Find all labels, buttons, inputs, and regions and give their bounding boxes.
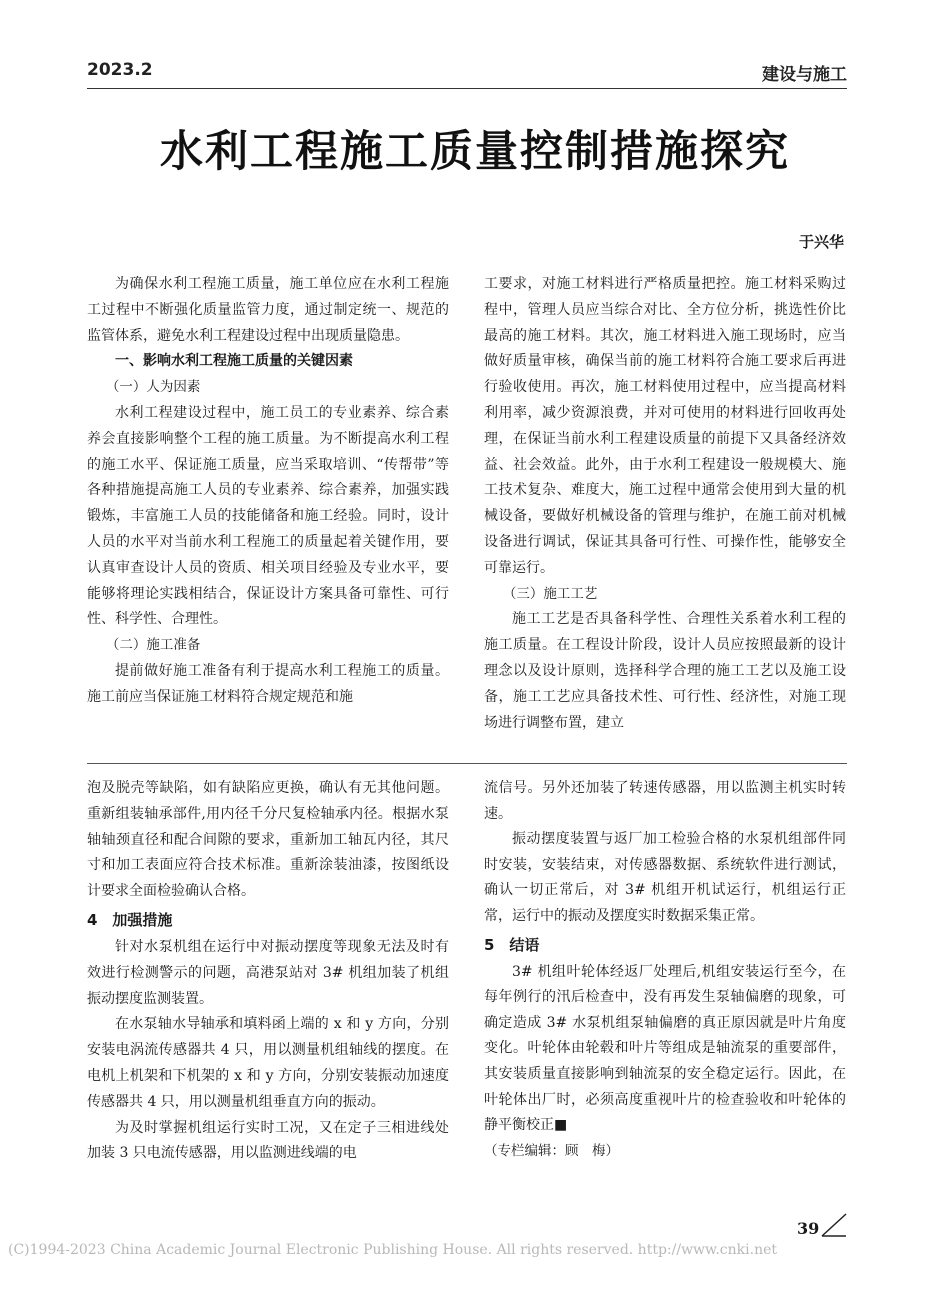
paragraph-sensors: 在水泵轴水导轴承和填料函上端的 x 和 y 方向，分别安装电涡流传感器共 4 只，用以测量机组轴线的摆度。在电机上机架和下机架的 x 和 y 方向，分别安装振动加速度传感器共 4 只，用以测量机组垂直方向的振动。: [87, 1016, 449, 1110]
paragraph-repair: 泡及脱壳等缺陷，如有缺陷应更换，确认有无其他问题。重新组装轴承部件,用内径千分尺复检轴承内径。根据水泵轴轴颈直径和配合间隙的要求，重新加工轴瓦内径，其尺寸和加工表面应符合技术标准。重新涂装油漆，按图纸设计要求全面检验确认合格。: [87, 780, 449, 900]
lower-right-column: [484, 776, 846, 1164]
section-divider: [87, 763, 847, 764]
copyright-footer: (C)1994-2023 China Academic Journal Electronic Publishing House. All rights reserved. http://www.cnki.net: [8, 1242, 778, 1258]
paragraph-monitoring: 针对水泵机组在运行中对振动摆度等现象无法及时有效进行检测警示的问题，高港泵站对 3# 机组加装了机组振动摆度监测装置。: [87, 938, 449, 1007]
heading-key-factors: 一、影响水利工程施工质量的关键因素: [115, 353, 353, 370]
upper-right-column: [484, 272, 846, 736]
heading-conclusion: 5 结语: [484, 935, 540, 954]
subheading-process: （三）施工工艺: [502, 585, 598, 602]
paragraph-materials: 工要求，对施工材料进行严格质量把控。施工材料采购过程中，管理人员应当综合对比、全方位分析，挑选性价比最高的施工材料。其次，施工材料进入施工现场时，应当做好质量审核，确保当前的施工材料符合施工要求后再进行验收使用。再次，施工材料使用过程中，应当提高材料利用率，减少资源浪费，并对可使用的材料进行回收再处理，在保证当前水利工程建设质量的前提下又具备经济效益、社会效益。此外，由于水利工程建设一般规模大、施工技术复杂、难度大，施工过程中通常会使用到大量的机械设备，要做好机械设备的管理与维护，在施工前对机械设备进行调试，保证其具备可行性、可操作性，能够安全可靠运行。: [484, 276, 846, 576]
section-label: 建设与施工: [762, 65, 847, 85]
upper-left-column: [87, 272, 449, 711]
paragraph-process: 施工工艺是否具备科学性、合理性关系着水利工程的施工质量。在工程设计阶段，设计人员应按照最新的设计理念以及设计原则，选择科学合理的施工工艺以及施工设备，施工工艺应具备技术性、可行性、经济性，对施工现场进行调整布置，建立: [484, 611, 846, 731]
article-title: 水利工程施工质量控制措施探究: [160, 127, 790, 177]
header-rule: [87, 88, 847, 89]
page-corner-icon: [820, 1212, 848, 1238]
paragraph-preparation: 提前做好施工准备有利于提高水利工程施工的质量。施工前应当保证施工材料符合规定规范和施: [87, 662, 449, 705]
heading-measures: 4 加强措施: [87, 910, 173, 929]
paragraph-installation: 振动摆度装置与返厂加工检验合格的水泵机组部件同时安装，安装结束，对传感器数据、系统软件进行测试，确认一切正常后，对 3# 机组开机试运行，机组运行正常，运行中的振动及摆度实时数据采集正常。: [484, 831, 846, 924]
paragraph-conclusion: 3# 机组叶轮体经返厂处理后,机组安装运行至今，在每年例行的汛后检查中，没有再发生泵轴偏磨的现象，可确定造成 3# 水泵机组泵轴偏磨的真正原因就是叶片角度变化。叶轮体由轮毂和叶片等组成是轴流泵的重要部件，其安装质量直接影响到轴流泵的安全稳定运行。因此，在叶轮体出厂时，必须高度重视叶片的检查验收和叶轮体的静平衡校正■: [484, 963, 846, 1134]
subheading-human-factors: （一）人为因素: [105, 379, 201, 396]
paragraph-current: 为及时掌握机组运行实时工况，又在定子三相进线处加装 3 只电流传感器，用以监测进线端的电: [87, 1119, 449, 1162]
subheading-preparation: （二）施工准备: [105, 637, 201, 654]
page-number: 39: [797, 1219, 820, 1238]
article-author: 于兴华: [798, 233, 844, 251]
paragraph-speed-sensor: 流信号。另外还加装了转速传感器，用以监测主机实时转速。: [484, 780, 846, 822]
paragraph-human-factors: 水利工程建设过程中，施工员工的专业素养、综合素养会直接影响整个工程的施工质量。为不断提高水利工程的施工水平、保证施工质量，应当采取培训、“传帮带”等各种措施提高施工人员的专业素养、综合素养，加强实践锻炼，丰富施工人员的技能储备和施工经验。同时，设计人员的水平对当前水利工程施工的质量起着关键作用，要认真审查设计人员的资质、相关项目经验及专业水平，要能够将理论实践相结合，保证设计方案具备可靠性、可行性、科学性、合理性。: [87, 404, 449, 628]
column-editor: （专栏编辑：顾 梅）: [484, 1142, 619, 1159]
intro-paragraph: 为确保水利工程施工质量，施工单位应在水利工程施工过程中不断强化质量监管力度，通过制定统一、规范的监管体系，避免水利工程建设过程中出现质量隐患。: [87, 276, 449, 344]
lower-left-column: [87, 776, 449, 1167]
issue-label: 2023.2: [87, 60, 153, 80]
